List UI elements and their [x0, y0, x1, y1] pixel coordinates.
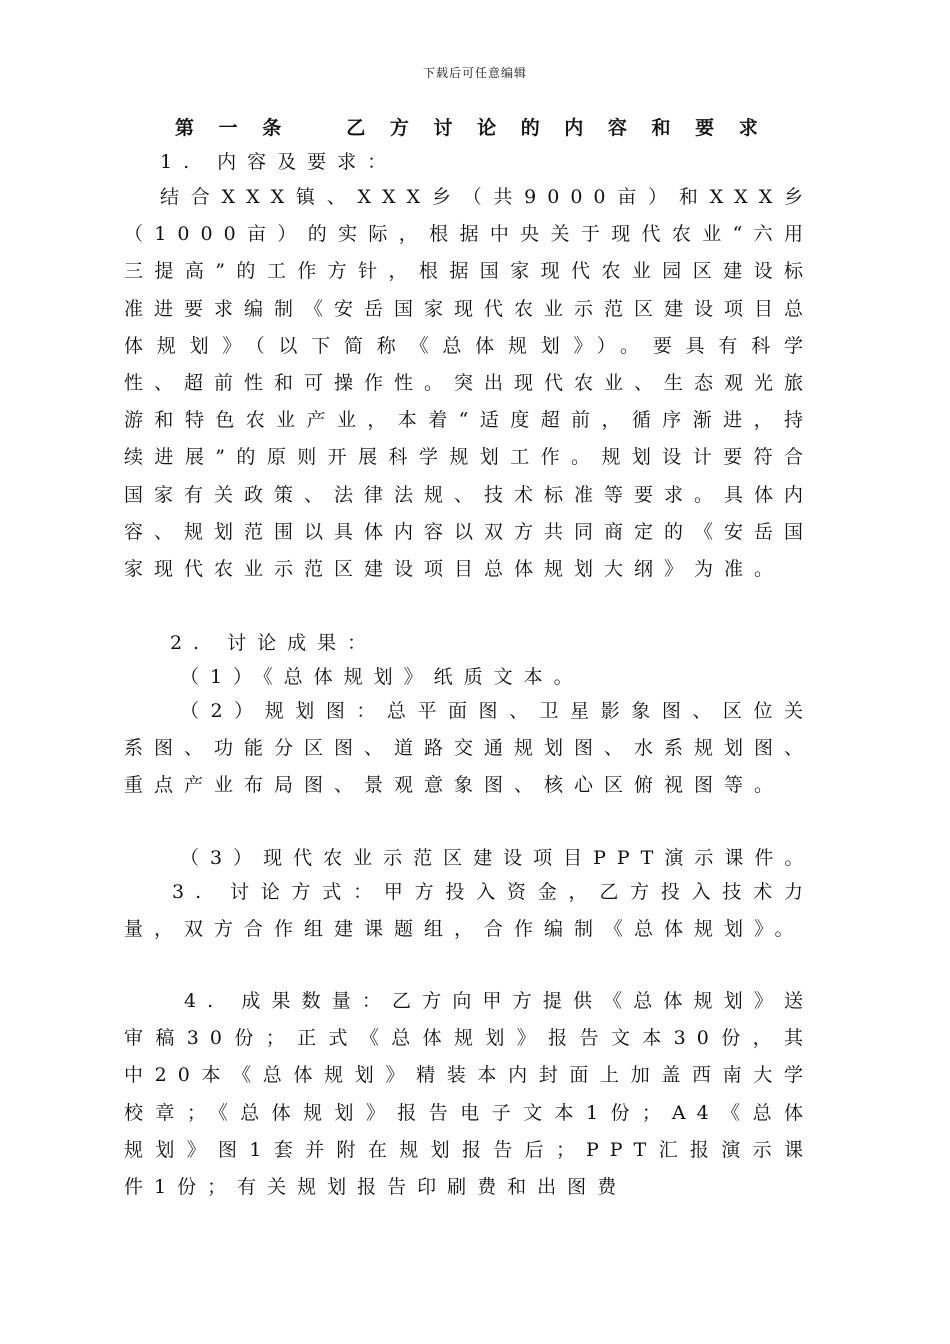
item-2-sub-1: （1）《总体规划》纸质文本。 [180, 666, 584, 688]
item-4: 4. 成果数量：乙方向甲方提供《总体规划》送审稿30份；正式《总体规划》报告文本30份，其中20本《总体规划》精装本内封面上加盖西南大学校章；《总体规划》报告电子文本1份；A4《总体规划》图1套并附在规划报告后；PPT汇报演示课件1份；有关规划报告印刷费和出图费 [124, 990, 814, 1199]
item-1-heading: 1. 内容及要求： [160, 151, 398, 173]
item-3: 3. 讨论方式：甲方投入资金，乙方投入技术力量，双方合作组建课题组，合作编制《总体规划》。 [124, 881, 814, 941]
section-title: 第 一 条 乙 方 讨 论 的 内 容 和 要 求 [175, 117, 767, 139]
item-1-body: 结合XXX镇、XXX乡（共9000亩）和XXX乡（1000亩）的实际，根据中央关于现代农业“六用三提高”的工作方针，根据国家现代农业园区建设标准进要求编制《安岳国家现代农业示范区建设项目总体规划》（以下简称《总体规划》）。要具有科学性、超前性和可操作性。突出现代农业、生态观光旅游和特色农业产业，本着“适度超前，循序渐进，持续进展”的原则开展科学规划工作。规划设计要符合国家有关政策、法律法规、技术标准等要求。具体内容、规划范围以具体内容以双方共同商定的《安岳国家现代农业示范区建设项目总体规划大纲》为准。 [124, 186, 815, 581]
item-2-heading: 2. 讨论成果： [170, 632, 378, 654]
item-2-sub-2: （2）规划图：总平面图、卫星影象图、区位关系图、功能分区图、道路交通规划图、水系规划图、重点产业布局图、景观意象图、核心区俯视图等。 [124, 700, 815, 797]
item-2-sub-3: （3）现代农业示范区建设项目PPT演示课件。 [180, 847, 815, 869]
page-header: 下载后可任意编辑 [422, 66, 527, 80]
